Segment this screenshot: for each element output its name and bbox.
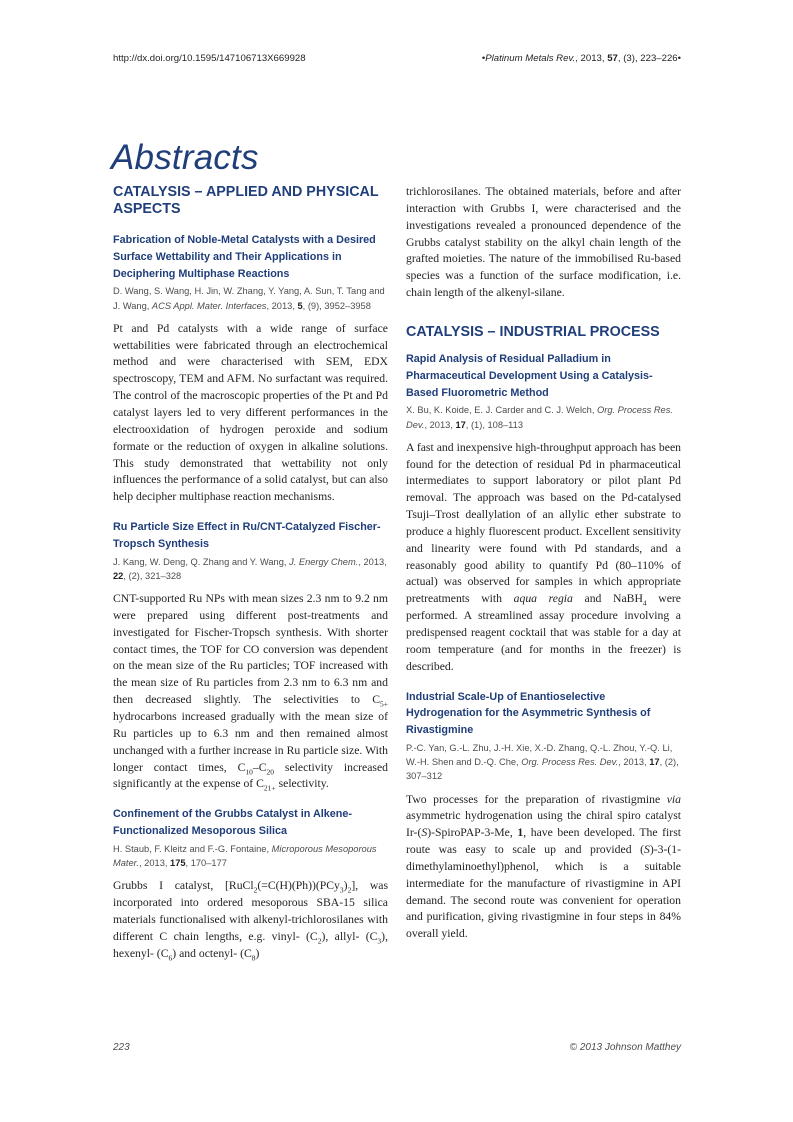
article-reference <box>113 555 388 583</box>
article-volume: 5 <box>297 300 303 311</box>
article-title: Fabrication of Noble-Metal Catalysts with a Desired Surface Wettability and Their Applications in Deciphering Multiphase Reactions <box>113 234 376 280</box>
article-authors: H. Staub, F. Kleitz and F.-G. Fontaine, <box>113 843 272 854</box>
article-abstract: Grubbs I catalyst, $[RuCl_2(=C(H)(Ph))(PCy_3)_2]$, was incorporated into ordered mesoporous SBA-15 silica materials functionalised with alkenyl-trichlorosilanes with different C chain lengths, e.g. vinyl- $(C_2)$, allyl- $(C_3)$, hexenyl- $(C_6)$ and octenyl- $(C_8)$ <box>113 879 388 962</box>
page-number: 223 <box>113 1042 130 1053</box>
article-title: Confinement of the Grubbs Catalyst in Alkene-Functionalized Mesoporous Silica <box>113 808 352 837</box>
article-cite: , (9), 3952–3958 <box>302 300 371 311</box>
article-volume: 17 <box>649 757 660 768</box>
article-cite: , 2013, <box>139 858 171 868</box>
article-cite: , 2013, <box>266 300 298 311</box>
article-title: Ru Particle Size Effect in Ru/CNT-Catalyzed Fischer-Tropsch Synthesis <box>113 521 381 550</box>
copyright: © 2013 Johnson Matthey <box>569 1042 681 1053</box>
article-cite: , (2), 307–312 <box>406 757 679 782</box>
article-authors: P.-C. Yan, G.-L. Zhu, J.-H. Xie, X.-D. Zhang, Q.-L. Zhou, Y.-Q. Li, W.-H. Shen and D.-Q. Che, <box>406 742 673 768</box>
article-abstract-continued: trichlorosilanes. The obtained materials, before and after interaction with Grubbs I, were characterised and the investigations revealed a pronounced dependence of the Grubbs catalyst stability on the alkyl chain length of the grafted moieties. The nature of the immobilised Ru-based species was a function of the surface modification, i.e. chain length of the alkenyl-silane. <box>406 185 681 300</box>
article-reference <box>406 403 681 431</box>
section-title: CATALYSIS – INDUSTRIAL PROCESS <box>406 323 660 340</box>
article-abstract: CNT-supported Ru NPs with mean sizes 2.3 nm to 9.2 nm were prepared using different post-treatments and investigated for Fischer-Tropsch synthesis. With shorter contact times, the TOF for CO conversion was dependent on the mean size of the Ru particles; TOF increased with the mean size of Ru particles from 2.3 nm to 6.3 nm and then decreased slightly. The selectivities to $C_{5+}$ hydrocarbons increased gradually with the mean size of Ru particles up to 6.3 nm and then remained almost unchanged with a further increase in Ru particle size. With longer contact times, $C_{10}-C_{20}$ selectivity increased significantly at the expense of $C_{21+}$ selectivity. <box>113 592 388 793</box>
journal-year: , 2013, <box>575 53 608 64</box>
article-cite: , 2013, <box>618 757 650 768</box>
journal-issue-pages: , (3), 223–226 <box>617 53 678 64</box>
article-title: Industrial Scale-Up of Enantioselective Hydrogenation for the Asymmetric Synthesis of Rivastigmine <box>406 690 651 737</box>
article-authors: X. Bu, K. Koide, E. J. Carder and C. J. Welch, <box>406 405 598 416</box>
article-reference <box>113 842 388 870</box>
article-cite: , (2), 321–328 <box>123 570 182 581</box>
bullet: • <box>481 53 486 64</box>
journal-volume: 57 <box>607 53 618 64</box>
right-column <box>406 184 681 943</box>
doi-link[interactable]: http://dx.doi.org/10.1595/147106713X669928 <box>113 53 306 64</box>
article-abstract: Pt and Pd catalysts with a wide range of surface wettabilities were fabricated through an electrochemical method and were characterised with SEM, EDX spectroscopy, TEM and AFM. No surfactant was required. The control of the macroscopic properties of the Pt and Pd catalyst layers led to very different performances in the electrooxidation of hydrogen peroxide and sodium formate or the reduction of oxygen in alkaline solutions. This study demonstrated that wettability not only influences the performance of a solid catalyst, but can also help decipher multiphase reaction mechanisms. <box>113 321 388 504</box>
article-reference <box>113 284 388 312</box>
bullet: • <box>677 53 681 64</box>
article-volume: 17 <box>455 419 466 430</box>
article-reference <box>406 741 681 784</box>
article-volume: 22 <box>113 570 124 581</box>
article-abstract: A fast and inexpensive high-throughput approach has been found for the detection of residual Pd in pharmaceutical intermediates to support laboratory or pilot plant Pd removal. The approach was based on the Pd-catalysed Tsuji–Trost deallylation of an allylic ether substrate to produce a highly fluorescent product. Excellent sensitivity and linearity were found with Pd standards, and a reasonably good ability to quantify Pd (80–110% of actual) was observed for samples in which appropriate pretreatments with aqua regia and NaBH$_4$ were performed. A streamlined assay procedure involving a predispensed reagent cocktail that was stable for a day at room temperature (and for months in the freezer) is described. <box>406 440 681 673</box>
journal-citation <box>482 53 681 64</box>
article-journal: Org. Process Res. Dev. <box>406 405 673 430</box>
article-authors: D. Wang, S. Wang, H. Jin, W. Zhang, Y. Yang, A. Sun, T. Tang and J. Wang, <box>113 286 385 311</box>
article-cite: , 170–177 <box>185 858 227 868</box>
article-cite: , (1), 108–113 <box>465 419 523 430</box>
article-cite: , 2013, <box>424 419 456 430</box>
left-column <box>113 184 388 962</box>
article-cite: , 2013, <box>358 556 387 567</box>
article-title: Rapid Analysis of Residual Palladium in Pharmaceutical Development Using a Catalysis-Based Fluorometric Method <box>406 352 653 399</box>
article-volume: 175 <box>170 858 186 868</box>
article-abstract: Two processes for the preparation of rivastigmine via asymmetric hydrogenation using the chiral spiro catalyst Ir-(S)-SpiroPAP-3-Me, 1, have been developed. The first route was easy to scale up and provided (S)-3-(1-dimethylaminoethyl)phenol, which is a suitable intermediate for the manufacture of rivastigmine in API demand. The second route was convenient for operation and purification, giving rivastigmine in four steps in 84% overall yield. <box>406 792 681 941</box>
article-authors: J. Kang, W. Deng, Q. Zhang and Y. Wang, <box>113 556 290 567</box>
page-title: Abstracts <box>111 138 259 177</box>
article-journal: Microporous Mesoporous Mater. <box>113 843 377 868</box>
section-title: CATALYSIS – APPLIED AND PHYSICAL ASPECTS <box>113 184 379 217</box>
article-journal: Org. Process Res. Dev. <box>521 757 619 768</box>
article-journal: J. Energy Chem. <box>289 556 359 567</box>
article-journal: ACS Appl. Mater. Interfaces <box>151 300 267 311</box>
journal-name: Platinum Metals Rev. <box>485 53 576 64</box>
